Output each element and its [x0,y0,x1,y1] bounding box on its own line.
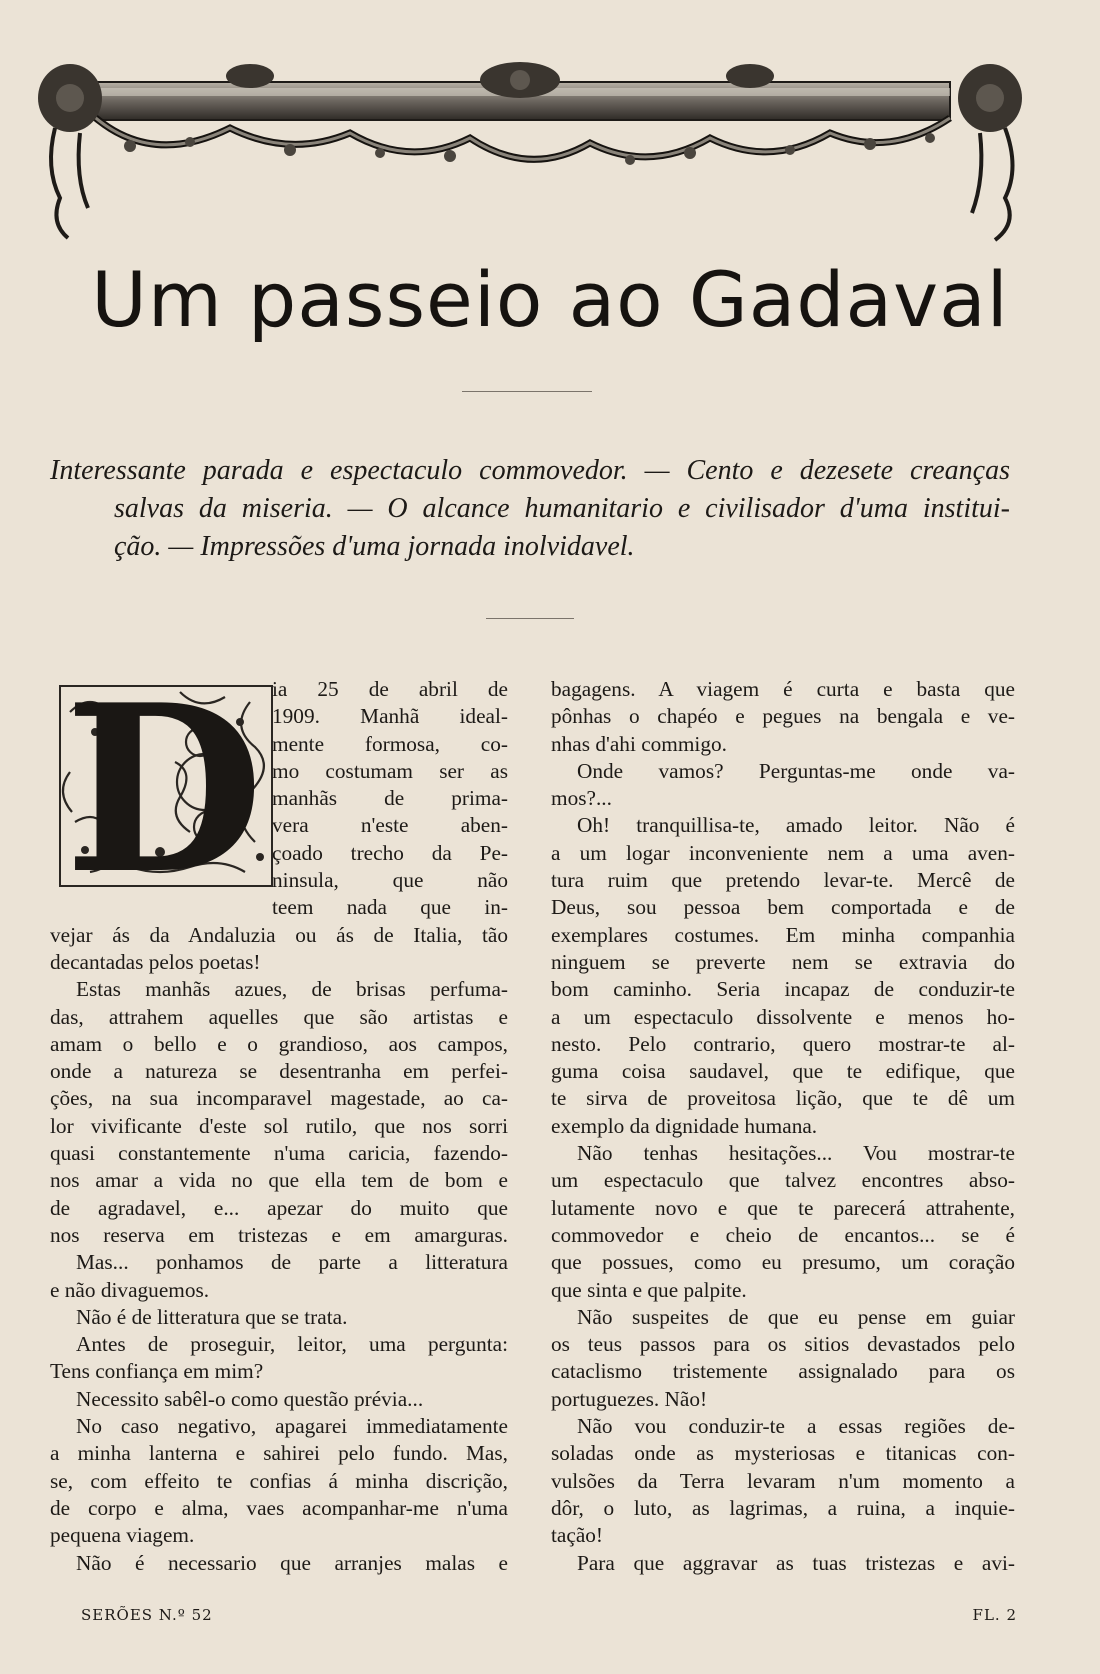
text-line: de corpo e alma, vaes acompanhar-me n'uma [50,1495,508,1520]
text-line: mos?... [551,786,612,811]
text-line: tação! [551,1523,604,1548]
subtitle-divider [486,618,574,619]
text-line: Não suspeites de que eu pense em guiar [577,1304,1015,1329]
text-line: ções, na sua incomparavel magestade, ao ca- [50,1086,508,1111]
text-line: mente formosa, co- [272,731,508,756]
text-line: soladas onde as mysteriosas e titanicas con- [551,1441,1015,1466]
title-divider [462,391,592,392]
text-line: decantadas pelos poetas! [50,949,261,974]
ornamental-header-garland [30,58,1030,248]
text-line: quasi constantemente n'uma caricia, fazendo- [50,1141,508,1166]
text-line: No caso negativo, apagarei immediatamente [76,1414,508,1439]
text-line: ninsula, que não [272,868,508,893]
subtitle-line: ção. — Impressões d'uma jornada inolvidavel. [114,531,635,562]
text-line: bom caminho. Seria incapaz de conduzir-te [551,977,1015,1002]
text-line: portuguezes. Não! [551,1386,708,1411]
text-line: Necessito sabêl-o como questão prévia... [76,1386,424,1411]
text-line: Oh! tranquillisa-te, amado leitor. Não é [577,813,1015,838]
footer-issue: SERÕES N.º 52 [81,1606,213,1624]
text-line: exemplo da dignidade humana. [551,1113,818,1138]
text-line: Não tenhas hesitações... Vou mostrar-te [577,1141,1015,1166]
text-line: exemplares costumes. Em minha companhia [551,922,1015,947]
text-line: mo costumam ser as [272,758,508,783]
text-line: commovedor e cheio de encantos... se é [551,1222,1015,1247]
text-line: ia 25 de abril de [272,677,508,701]
text-line: nos reserva em tristezas e em amarguras. [50,1222,508,1247]
text-line: de agradavel, e... apezar do muito que [50,1195,508,1220]
right-column [551,676,1015,1577]
text-line: vera n'este aben- [272,813,508,838]
drop-cap-letter: D [64,672,264,898]
text-line: um espectaculo que talvez encontres abso- [551,1168,1015,1193]
text-line: nos amar a vida no que ella tem de bom e [50,1168,508,1193]
text-line: pequena viagem. [50,1523,195,1548]
text-line: Mas... ponhamos de parte a litteratura [76,1250,508,1275]
subtitle-line: Interessante parada e espectaculo commovedor. — Cento e dezesete creanças [50,455,1010,486]
text-line: te sirva de proveitosa lição, que te dê um [551,1086,1015,1111]
text-line: 1909. Manhã ideal- [272,704,508,729]
article-title: Um passeio ao Gadaval [91,255,1009,344]
text-line: onde a natureza se desentranha em perfei- [50,1059,508,1084]
text-line: e não divaguemos. [50,1277,210,1302]
text-line: vejar ás da Andaluzia ou ás de Italia, tão [50,922,508,947]
text-line: a minha lanterna e sahirei pelo fundo. Mas, [50,1441,508,1466]
text-line: tura ruim que pretendo levar-te. Mercê de [551,868,1015,893]
text-line: Não vou conduzir-te a essas regiões de- [577,1414,1015,1439]
text-line: teem nada que in- [272,895,508,920]
text-line: a um espectaculo dissolvente e menos ho- [551,1004,1015,1029]
text-line: lor vivificante d'este sol rutilo, que nos sorri [50,1113,508,1138]
text-line: que sinta e que palpite. [551,1277,747,1302]
text-line: das, attrahem aquelles que são artistas e [50,1004,508,1029]
text-line: dôr, o luto, as lagrimas, a ruina, a inquie- [551,1495,1015,1520]
text-line: Tens confiança em mim? [50,1359,264,1384]
text-line: Não é necessario que arranjes malas e [76,1550,508,1575]
text-line: nesto. Pelo contrario, quero mostrar-te al- [551,1031,1015,1056]
text-line: ninguem se preverte nem se extravia do [551,949,1015,974]
text-line: amam o bello e o grandioso, aos campos, [50,1031,508,1056]
text-line: Deus, sou pessoa bem comportada e de [551,895,1015,920]
text-line: se, com effeito te confias á minha discrição, [50,1468,508,1493]
footer-folio: FL. 2 [972,1606,1017,1624]
subtitle-line: salvas da miseria. — O alcance humanitario e civilisador d'uma institui- [114,493,1010,524]
text-line: Antes de proseguir, leitor, uma pergunta: [76,1332,508,1357]
text-line: manhãs de prima- [272,786,508,811]
text-line: vulsões da Terra levaram n'um momento a [551,1468,1015,1493]
text-line: Onde vamos? Perguntas-me onde va- [577,758,1015,783]
text-line: pônhas o chapéo e pegues na bengala e ve- [551,704,1015,729]
text-line: os teus passos para os sitios devastados pelo [551,1332,1015,1357]
text-line: cataclismo tristemente assignalado para os [551,1359,1015,1384]
left-column [50,676,508,1577]
text-line: que possues, como eu presumo, um coração [551,1250,1015,1275]
article-subtitle [50,452,1010,566]
text-line: a um logar inconveniente nem a uma aven- [551,840,1015,865]
text-line: Não é de litteratura que se trata. [76,1304,348,1329]
text-line: Para que aggravar as tuas tristezas e avi- [577,1550,1015,1575]
text-line: bagagens. A viagem é curta e basta que [551,677,1015,701]
text-line: lutamente novo e que te parecerá attrahente, [551,1195,1015,1220]
text-line: Estas manhãs azues, de brisas perfuma- [76,977,508,1002]
text-line: guma coisa saudavel, que te edifique, que [551,1059,1015,1084]
text-line: nhas d'ahi commigo. [551,731,727,756]
text-line: çoado trecho da Pe- [272,840,508,865]
